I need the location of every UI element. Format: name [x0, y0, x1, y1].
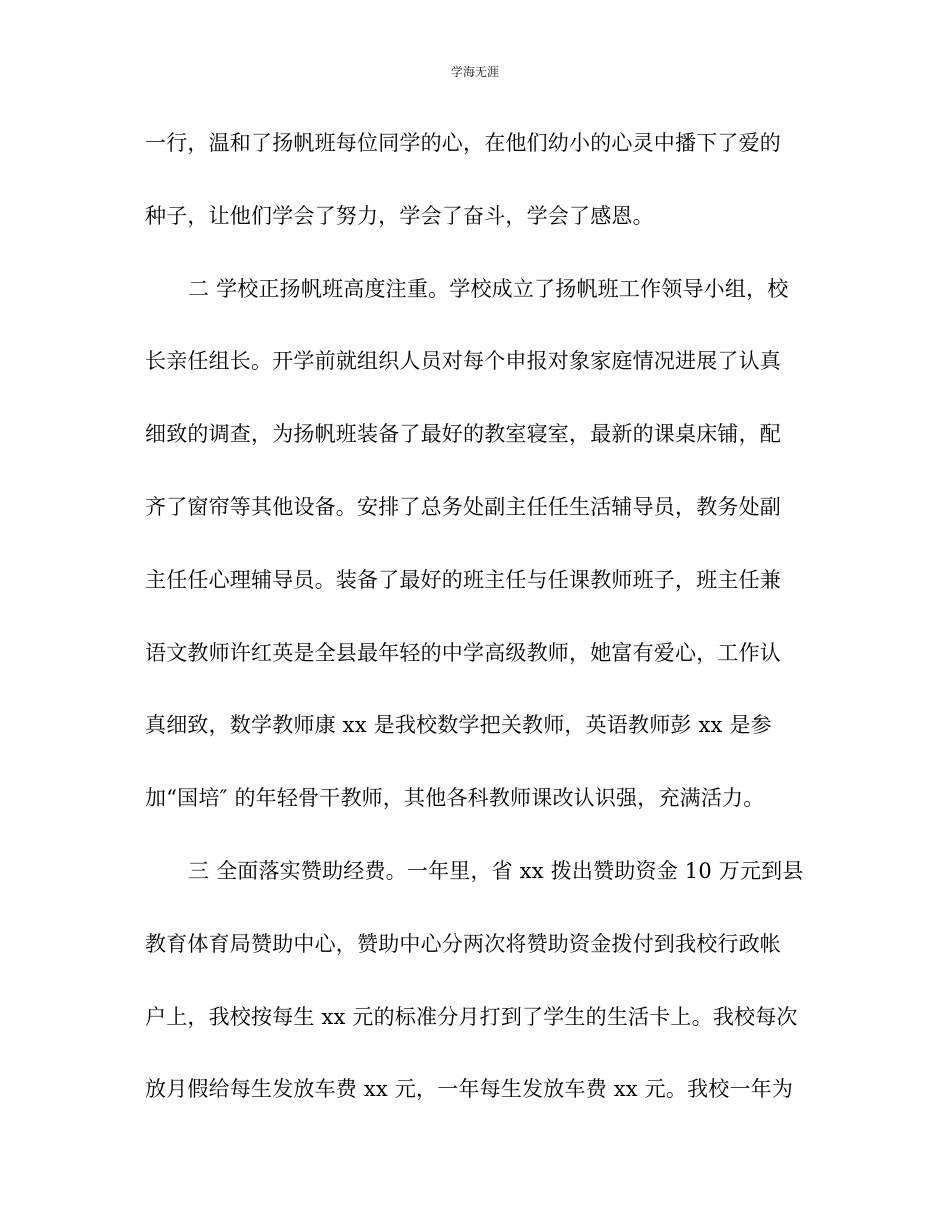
paragraph-line: 户上，我校按每生 xx 元的标准分月打到了学生的生活卡上。我校每次	[145, 1004, 798, 1029]
paragraph-line: 细致的调查，为扬帆班装备了最好的教室寝室，最新的课桌床铺，配	[145, 422, 781, 447]
paragraph-line: 三 全面落实赞助经费。一年里，省 xx 拨出赞助资金 10 万元到县	[188, 858, 804, 883]
paragraph-line: 语文教师许红英是全县最年轻的中学高级教师，她富有爱心，工作认	[145, 640, 781, 665]
paragraph-line: 真细致，数学教师康 xx 是我校数学把关教师，英语教师彭 xx 是参	[145, 713, 772, 738]
page-header: 学海无涯	[450, 65, 499, 79]
paragraph-line: 主任任心理辅导员。装备了最好的班主任与任课教师班子，班主任兼	[145, 567, 781, 592]
paragraph-line: 放月假给每生发放车费 xx 元，一年每生发放车费 xx 元。我校一年为	[145, 1077, 794, 1102]
document-body	[145, 107, 810, 1126]
paragraph-line: 一行，温和了扬帆班每位同学的心，在他们幼小的心灵中播下了爱的	[145, 131, 781, 155]
paragraph-line: 齐了窗帘等其他设备。安排了总务处副主任任生活辅导员，教务处副	[145, 494, 781, 519]
paragraph-line: 长亲任组长。开学前就组织人员对每个申报对象家庭情况进展了认真	[145, 349, 781, 374]
paragraph-line: 教育体育局赞助中心，赞助中心分两次将赞助资金拨付到我校行政帐	[145, 931, 781, 956]
paragraph-line: 加“国培″ 的年轻骨干教师，其他各科教师课改认识强，充满活力。	[145, 786, 765, 811]
paragraph-line: 二 学校正扬帆班高度注重。学校成立了扬帆班工作领导小组，校	[188, 276, 789, 301]
paragraph-line: 种子，让他们学会了努力，学会了奋斗，学会了感恩。	[145, 203, 654, 228]
